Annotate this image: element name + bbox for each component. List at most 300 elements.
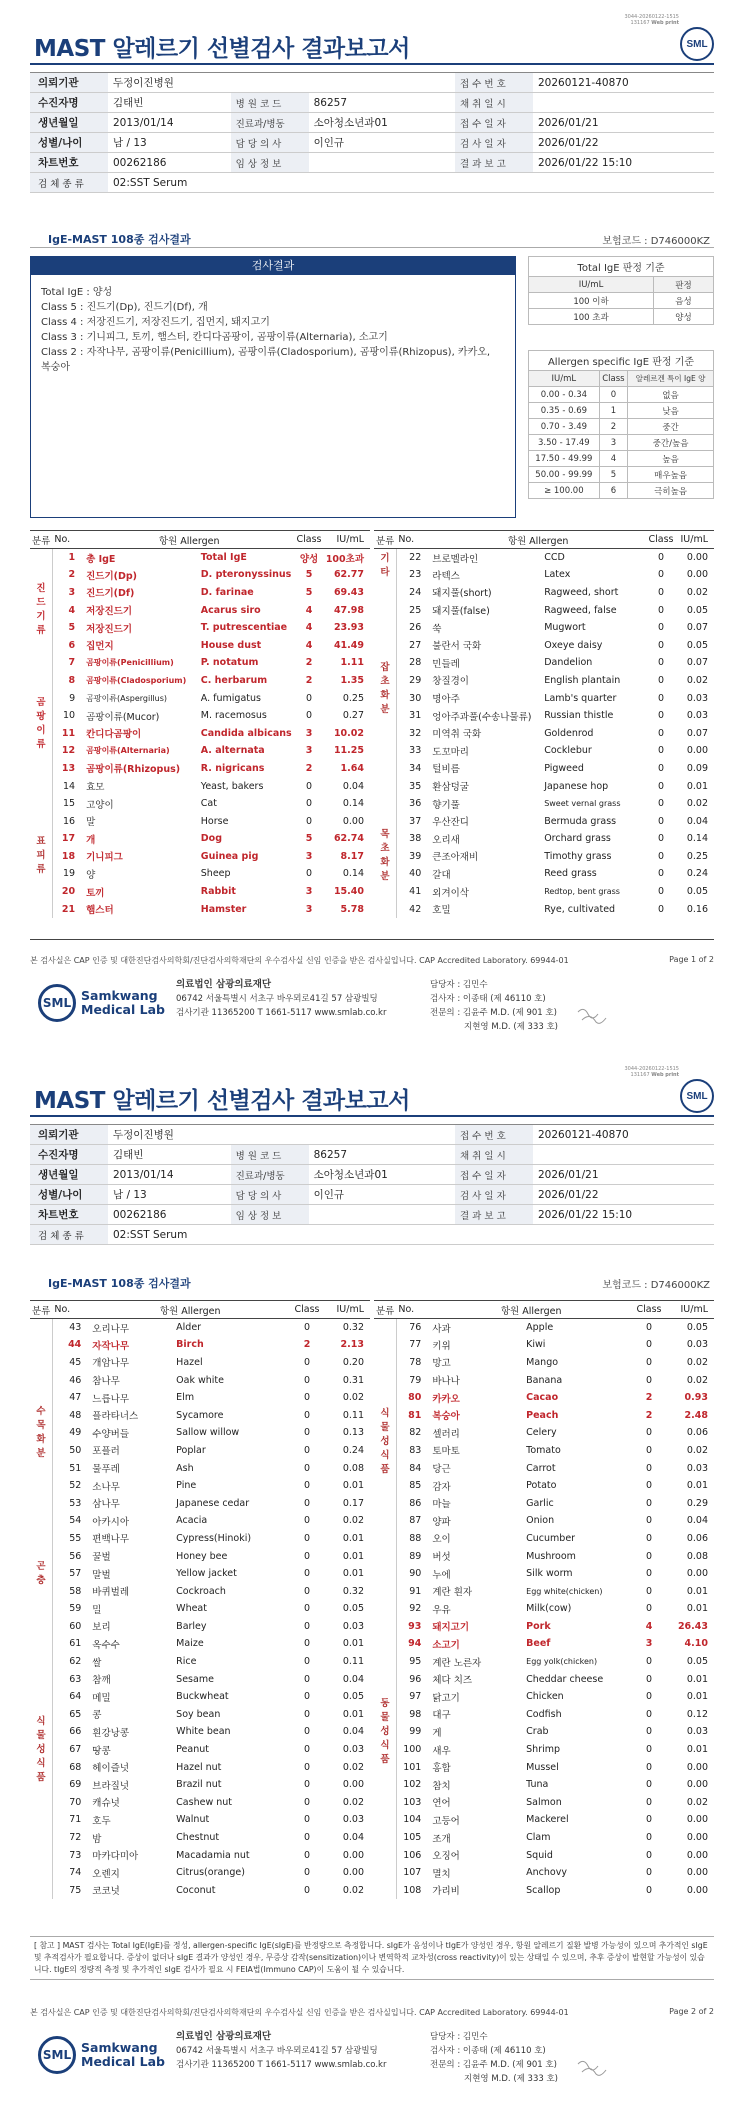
allergen-row: [30, 1794, 370, 1812]
allergen-row: [374, 1600, 714, 1618]
allergen-korean: 고양이: [86, 799, 114, 811]
staff-line: 지현영 M.D. (제 333 호): [464, 1022, 559, 1032]
allergen-iu: 0.00: [686, 1832, 708, 1844]
total-ige-criteria: [528, 256, 714, 325]
allergen-class: 0: [657, 710, 665, 722]
allergen-class: 0: [303, 1462, 311, 1474]
allergen-english: A. fumigatus: [200, 692, 261, 704]
allergen-no: 76: [409, 1322, 422, 1334]
allergen-iu: 0.32: [342, 1322, 364, 1334]
allergen-korean: 소나무: [92, 1481, 120, 1493]
col-allergen: 항원 Allergen: [90, 1301, 290, 1319]
allergen-english: Mango: [526, 1356, 559, 1368]
receipt-number: 20260121-40870: [533, 73, 714, 93]
allergen-no: 29: [409, 674, 422, 686]
allergen-iu: 15.40: [333, 886, 364, 898]
allergen-class: 0: [645, 1708, 653, 1720]
allergen-class: 0: [303, 1708, 311, 1720]
allergen-iu: 10.02: [333, 727, 364, 739]
allergen-no: 24: [409, 586, 422, 598]
allergen-no: 96: [409, 1673, 422, 1685]
allergen-iu: 0.03: [342, 1814, 364, 1826]
allergen-korean: 느릅나무: [92, 1393, 130, 1405]
allergen-iu: 0.00: [342, 1849, 364, 1861]
col-allergen: 항원 Allergen: [84, 531, 294, 549]
allergen-iu: 0.00: [342, 815, 364, 827]
criteria-title: Allergen specific IgE 판정 기준: [529, 351, 714, 371]
allergen-row: [30, 742, 370, 760]
print-code: 3044-20260122-1515 131167 Web print: [624, 1066, 679, 1078]
allergen-row: [30, 1424, 370, 1442]
allergen-class: 0: [303, 1796, 311, 1808]
allergen-iu: 0.03: [686, 692, 708, 704]
allergen-row: [374, 1565, 714, 1583]
allergen-row: [374, 1389, 714, 1407]
allergen-korean: 갈대: [432, 869, 451, 881]
allergen-iu: 0.00: [686, 569, 708, 581]
allergen-no: 23: [409, 569, 422, 581]
allergen-no: 7: [68, 657, 76, 669]
signature: [574, 2056, 610, 2082]
allergen-english: Pork: [526, 1620, 551, 1632]
allergen-no: 8: [68, 674, 76, 686]
allergen-class: 0: [657, 833, 665, 845]
allergen-korean: 창질경이: [432, 676, 469, 688]
criteria-row: [529, 403, 714, 419]
allergen-row: [374, 1442, 714, 1460]
allergen-korean: 가리비: [432, 1886, 460, 1898]
allergen-korean: 코코넛: [92, 1886, 120, 1898]
allergen-row: [30, 1758, 370, 1776]
allergen-korean: 밤: [92, 1833, 102, 1845]
sml-logo: SML: [680, 1079, 714, 1113]
allergen-iu: 0.05: [686, 1656, 708, 1668]
allergen-no: 20: [61, 886, 76, 898]
lab-addr: 06742 서울특별시 서초구 바우뫼로41길 57 삼광빌딩: [176, 2046, 378, 2056]
allergen-row: [374, 865, 714, 883]
allergen-iu: 0.02: [342, 1884, 364, 1896]
allergen-class: 0: [657, 727, 665, 739]
result-summary-box: [30, 256, 516, 518]
doctor: 이인규: [309, 1185, 455, 1205]
group-label: 잡 초 화 분: [374, 584, 396, 795]
allergen-english: Potato: [526, 1480, 557, 1492]
signature: [574, 1004, 610, 1030]
allergen-korean: 곰팡이류(Aspergillus): [86, 693, 168, 703]
allergen-class: 0: [303, 1374, 311, 1386]
allergen-english: Cocklebur: [544, 745, 592, 757]
allergen-no: 10: [63, 710, 76, 722]
allergen-english: C. herbarum: [200, 674, 268, 686]
criteria-row: [529, 387, 714, 403]
label: 수진자명: [30, 1145, 108, 1165]
allergen-no: 3: [68, 586, 76, 598]
allergen-english: Orchard grass: [544, 833, 611, 845]
allergen-row: [30, 1547, 370, 1565]
allergen-class: 0: [657, 569, 665, 581]
allergen-iu: 0.16: [686, 903, 708, 915]
allergen-class: 0: [303, 1867, 311, 1879]
allergen-class: 0: [645, 1480, 653, 1492]
allergen-no: 46: [69, 1374, 82, 1386]
page-number: Page 1 of 2: [669, 955, 714, 964]
allergen-row: [30, 1864, 370, 1882]
allergen-no: 108: [403, 1884, 422, 1896]
allergen-class: 3: [305, 850, 313, 862]
allergen-korean: 쑥: [432, 623, 442, 635]
allergen-iu: 0.00: [686, 1568, 708, 1580]
allergen-class: 0: [645, 1726, 653, 1738]
allergen-no: 60: [69, 1620, 82, 1632]
allergen-class: 0: [303, 1356, 311, 1368]
allergen-class: 0: [303, 1603, 311, 1615]
allergen-no: 21: [61, 903, 76, 915]
page-title: MAST 알레르기 선별검사 결과보고서: [34, 36, 410, 62]
sex-age: 남 / 13: [108, 1185, 231, 1205]
group-label: 기 타: [374, 549, 396, 584]
allergen-english: Pigweed: [544, 762, 584, 774]
allergen-iu: 0.02: [686, 586, 708, 598]
allergen-iu: 0.02: [342, 1761, 364, 1773]
allergen-iu: 0.03: [686, 1726, 708, 1738]
allergen-korean: 콩: [92, 1710, 102, 1722]
allergen-english: Ragweed, false: [544, 604, 617, 616]
allergen-no: 79: [409, 1374, 422, 1386]
allergen-table-right: [374, 530, 714, 918]
allergen-class: 0: [645, 1515, 653, 1527]
allergen-iu: 0.00: [686, 1814, 708, 1826]
allergen-iu: 4.10: [684, 1638, 708, 1650]
allergen-iu: 0.01: [342, 1550, 364, 1562]
result-body: [31, 275, 515, 385]
allergen-iu: 0.00: [686, 1849, 708, 1861]
allergen-row: [30, 1670, 370, 1688]
allergen-korean: 총 IgE: [86, 553, 116, 565]
criteria-cell: 양성: [654, 309, 714, 325]
allergen-korean: 곰팡이류(Cladosporium): [86, 675, 187, 685]
lab-name: Samkwang: [81, 988, 158, 1003]
allergen-english: Sallow willow: [176, 1427, 240, 1439]
allergen-korean: 밀: [92, 1604, 102, 1616]
allergen-iu: 0.04: [342, 1673, 364, 1685]
allergen-row: [30, 1530, 370, 1548]
allergen-english: Alder: [176, 1322, 202, 1334]
allergen-english: Onion: [526, 1515, 555, 1527]
allergen-english: Honey bee: [176, 1550, 228, 1562]
allergen-iu: 0.04: [342, 1832, 364, 1844]
col-allergen: 항원 Allergen: [430, 531, 646, 549]
allergen-english: Apple: [526, 1322, 554, 1334]
allergen-korean: 포플러: [92, 1446, 120, 1458]
lab-tel: 검사기관 11365200 T 1661-5117 www.smlab.co.kr: [176, 1008, 387, 1018]
result-line: 복숭아: [41, 362, 70, 373]
allergen-class: 0: [645, 1497, 653, 1509]
department: 소아청소년과01: [309, 113, 455, 133]
allergen-english: Wheat: [176, 1603, 207, 1615]
allergen-english: Peach: [526, 1409, 559, 1421]
allergen-class: 0: [645, 1532, 653, 1544]
lab-org: 의료법인 삼광의료재단: [176, 979, 272, 990]
allergen-no: 42: [409, 903, 422, 915]
col-header: 판정: [654, 277, 714, 293]
allergen-iu: 0.07: [686, 727, 708, 739]
allergen-no: 43: [69, 1322, 82, 1334]
allergen-class: 0: [645, 1656, 653, 1668]
allergen-iu: 0.14: [342, 798, 364, 810]
lab-address: [176, 978, 386, 1020]
allergen-iu: 0.05: [686, 604, 708, 616]
allergen-iu: 23.93: [333, 622, 364, 634]
allergen-class: 0: [657, 903, 665, 915]
allergen-korean: 캐슈넛: [92, 1798, 120, 1810]
allergen-no: 47: [69, 1392, 82, 1404]
allergen-row: [30, 1319, 370, 1337]
allergen-english: Garlic: [526, 1497, 554, 1509]
col-group: 분류: [30, 1301, 52, 1319]
allergen-iu: 62.77: [333, 569, 364, 581]
allergen-english: Anchovy: [526, 1867, 567, 1879]
allergen-class: 0: [303, 1779, 311, 1791]
birth-date: 2013/01/14: [108, 113, 231, 133]
allergen-english: Macadamia nut: [176, 1849, 250, 1861]
allergen-class: 0: [645, 1585, 653, 1597]
allergen-korean: 큰조아재비: [432, 852, 479, 864]
col-class: Class: [294, 531, 324, 549]
allergen-english: Cypress(Hinoki): [176, 1532, 252, 1544]
allergen-iu: 0.25: [342, 692, 364, 704]
allergen-iu: 0.04: [686, 815, 708, 827]
col-group: 분류: [30, 531, 52, 549]
allergen-english: Mussel: [526, 1761, 559, 1773]
allergen-english: Japanese hop: [544, 780, 609, 792]
label: 검 체 종 류: [30, 173, 108, 193]
col-header: Class: [599, 371, 627, 387]
allergen-korean: 도꼬마리: [432, 746, 469, 758]
allergen-class: 0: [645, 1374, 653, 1386]
allergen-no: 25: [409, 604, 422, 616]
test-date: 2026/01/22: [533, 133, 714, 153]
allergen-iu: 0.29: [686, 1497, 708, 1509]
allergen-english: Hazel nut: [176, 1761, 222, 1773]
allergen-iu: 0.03: [686, 710, 708, 722]
allergen-row: [374, 1459, 714, 1477]
allergen-no: 55: [69, 1532, 82, 1544]
allergen-korean: 개암나무: [92, 1358, 130, 1370]
allergen-row: [374, 601, 714, 619]
allergen-class: 4: [305, 639, 313, 651]
allergen-iu: 0.01: [686, 1691, 708, 1703]
allergen-class: 0: [303, 1532, 311, 1544]
allergen-iu: 0.02: [686, 798, 708, 810]
report-datetime: 2026/01/22 15:10: [533, 153, 714, 173]
allergen-english: Cat: [200, 798, 217, 810]
allergen-class: 0: [306, 692, 313, 704]
allergen-no: 103: [403, 1796, 422, 1808]
allergen-row: [30, 830, 370, 848]
allergen-korean: 오리나무: [92, 1323, 130, 1335]
allergen-english: Poplar: [176, 1444, 206, 1456]
allergen-no: 9: [69, 692, 76, 704]
allergen-class: 0: [645, 1550, 653, 1562]
received-date: 2026/01/21: [533, 1165, 714, 1185]
allergen-row: [30, 584, 370, 602]
report-page-2: [0, 1052, 744, 2104]
allergen-class: 0: [645, 1603, 653, 1615]
allergen-no: 102: [403, 1779, 422, 1791]
allergen-korean: 참나무: [92, 1376, 120, 1388]
allergen-no: 1: [68, 552, 76, 564]
allergen-row: [374, 1670, 714, 1688]
allergen-korean: 저장진드기: [86, 623, 132, 635]
allergen-iu: 0.00: [686, 1867, 708, 1879]
allergen-iu: 0.01: [342, 1638, 364, 1650]
allergen-korean: 연어: [432, 1798, 451, 1810]
allergen-iu: 0.05: [686, 886, 708, 898]
allergen-iu: 0.03: [342, 1744, 364, 1756]
allergen-no: 18: [61, 850, 76, 862]
group-label: 곤 충: [30, 1547, 52, 1600]
doctor: 이인규: [309, 133, 455, 153]
allergen-no: 30: [409, 692, 422, 704]
allergen-no: 19: [63, 868, 76, 880]
allergen-iu: 0.05: [342, 1603, 364, 1615]
allergen-iu: 0.00: [686, 1884, 708, 1896]
allergen-english: Mugwort: [544, 622, 586, 634]
allergen-class: 0: [645, 1867, 653, 1879]
lab-logo: [38, 984, 165, 1022]
allergen-class: 0: [657, 762, 665, 774]
title-divider: [30, 63, 714, 65]
hospital-code: 86257: [309, 93, 455, 113]
patient-name: 김태빈: [108, 1145, 231, 1165]
lab-address: [176, 2030, 386, 2072]
collection-date: [533, 93, 714, 113]
allergen-class: 0: [303, 1515, 311, 1527]
allergen-iu: 47.98: [333, 604, 364, 616]
title-divider: [30, 1115, 714, 1117]
allergen-korean: 옥수수: [92, 1639, 120, 1651]
allergen-class: 0: [645, 1568, 653, 1580]
allergen-korean: 새우: [432, 1745, 451, 1757]
allergen-class: 0: [303, 1884, 311, 1896]
hospital-code: 86257: [309, 1145, 455, 1165]
label: 차트번호: [30, 1205, 108, 1225]
allergen-no: 53: [69, 1497, 82, 1509]
allergen-row: [374, 672, 714, 690]
allergen-no: 71: [69, 1814, 82, 1826]
allergen-korean: 토마토: [432, 1446, 460, 1458]
allergen-no: 26: [409, 622, 422, 634]
allergen-english: Oxeye daisy: [544, 639, 603, 651]
allergen-class: 0: [303, 1656, 311, 1668]
col-class: Class: [290, 1301, 324, 1319]
allergen-english: Ragweed, short: [544, 586, 619, 598]
allergen-row: [30, 689, 370, 707]
allergen-no: 94: [408, 1638, 422, 1650]
clinical-info: [309, 153, 455, 173]
allergen-english: Rye, cultivated: [544, 903, 616, 915]
allergen-class: 5: [305, 569, 313, 581]
allergen-english: Yellow jacket: [176, 1568, 237, 1580]
staff-line: 전문의 : 김윤주 M.D. (제 901 호): [430, 2060, 557, 2070]
allergen-class: 0: [303, 1726, 311, 1738]
result-line: Total IgE : 양성: [41, 287, 113, 298]
allergen-row: [374, 1794, 714, 1812]
allergen-row: [374, 883, 714, 901]
allergen-class: 0: [657, 745, 665, 757]
print-code: 3044-20260122-1515 131167 Web print: [624, 14, 679, 26]
allergen-korean: 불란서 국화: [432, 641, 482, 653]
allergen-english: Sweet vernal grass: [544, 799, 621, 809]
allergen-class: 0: [645, 1322, 653, 1334]
label: 검 체 종 류: [30, 1225, 108, 1245]
allergen-iu: 0.32: [342, 1585, 364, 1597]
allergen-iu: 0.02: [686, 1374, 708, 1386]
allergen-class: 0: [645, 1673, 653, 1685]
allergen-no: 69: [69, 1779, 82, 1791]
allergen-class: 0: [645, 1339, 653, 1351]
result-line: Class 2 : 자작나무, 곰팡이류(Penicillium), 곰팡이류(Cladosporium), 곰팡이류(Rhizopus), 카카오,: [41, 347, 491, 358]
allergen-english: D. farinae: [200, 586, 254, 598]
allergen-korean: 당근: [432, 1464, 451, 1476]
allergen-no: 51: [69, 1462, 82, 1474]
allergen-row: [30, 672, 370, 690]
allergen-row: [30, 707, 370, 725]
allergen-iu: 0.04: [342, 1726, 364, 1738]
result-header: 검사결과: [31, 257, 515, 275]
staff-list: [430, 978, 558, 1034]
label: 병 원 코 드: [231, 93, 309, 113]
label: 접 수 번 호: [455, 73, 533, 93]
allergen-iu: 0.02: [342, 1796, 364, 1808]
col-no: No.: [52, 1301, 90, 1319]
allergen-english: D. pteronyssinus: [200, 569, 292, 581]
allergen-no: 39: [409, 850, 422, 862]
allergen-iu: 0.14: [342, 868, 364, 880]
allergen-korean: 우산잔디: [432, 817, 469, 829]
allergen-row: [374, 1547, 714, 1565]
allergen-no: 61: [69, 1638, 82, 1650]
allergen-row: [30, 812, 370, 830]
allergen-class: 0: [645, 1761, 653, 1773]
allergen-row: [374, 707, 714, 725]
allergen-korean: 계란 노른자: [432, 1657, 482, 1669]
allergen-row: [374, 1758, 714, 1776]
allergen-korean: 참치: [432, 1780, 451, 1792]
allergen-class: 0: [657, 604, 665, 616]
allergen-english: Brazil nut: [176, 1779, 222, 1791]
allergen-class: 0: [645, 1462, 653, 1474]
allergen-korean: 오징어: [432, 1851, 460, 1863]
allergen-iu: 41.49: [333, 639, 364, 651]
allergen-row: [30, 1829, 370, 1847]
allergen-class: 0: [303, 1322, 311, 1334]
allergen-iu: 0.06: [686, 1532, 708, 1544]
allergen-class: 0: [306, 815, 313, 827]
col-group: 분류: [374, 531, 396, 549]
allergen-korean: 대구: [432, 1710, 451, 1722]
allergen-iu: 1.35: [340, 674, 364, 686]
label: 수진자명: [30, 93, 108, 113]
allergen-class: 5: [305, 586, 313, 598]
receipt-number: 20260121-40870: [533, 1125, 714, 1145]
allergen-korean: 저장진드기: [86, 606, 132, 618]
allergen-iu: 0.01: [686, 1480, 708, 1492]
allergen-no: 11: [61, 727, 76, 739]
allergen-row: [374, 1424, 714, 1442]
allergen-no: 33: [409, 745, 422, 757]
accreditation-text: 본 검사실은 CAP 인증 및 대한진단검사의학회/진단검사의학재단의 우수검사실 신임 인증을 받은 검사실입니다. CAP Accredited Laboratory. 69944-01: [30, 2008, 569, 2017]
